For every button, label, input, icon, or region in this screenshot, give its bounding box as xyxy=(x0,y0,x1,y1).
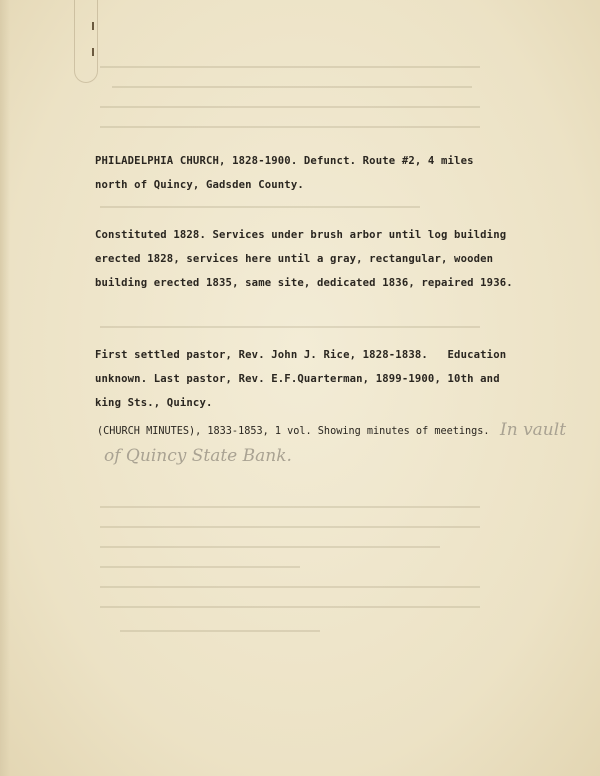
bleed-through xyxy=(100,66,480,68)
bleed-through xyxy=(100,326,480,328)
bleed-through xyxy=(100,126,480,128)
paper-edge xyxy=(0,0,10,776)
bleed-through xyxy=(100,526,480,528)
bleed-through xyxy=(100,106,480,108)
handwritten-note-part-1: In vault xyxy=(500,420,567,440)
pastor-line-2: unknown. Last pastor, Rev. E.F.Quarterman, 1899-1900, 10th and xyxy=(95,373,500,385)
bleed-through xyxy=(100,586,480,588)
staple-mark xyxy=(92,22,94,30)
handwritten-note-part-2: of Quincy State Bank. xyxy=(104,446,292,466)
bleed-through xyxy=(100,206,420,208)
bleed-through xyxy=(120,630,320,632)
staple-mark xyxy=(92,48,94,56)
bleed-through xyxy=(100,506,480,508)
history-line-1: Constituted 1828. Services under brush arbor until log building xyxy=(95,229,507,241)
history-line-3: building erected 1835, same site, dedicated 1836, repaired 1936. xyxy=(95,277,513,289)
history-line-2: erected 1828, services here until a gray, rectangular, wooden xyxy=(95,253,494,265)
bleed-through xyxy=(112,86,472,88)
bleed-through xyxy=(100,566,300,568)
entry-heading-line-1: PHILADELPHIA CHURCH, 1828-1900. Defunct. Route #2, 4 miles xyxy=(95,155,474,167)
bleed-through xyxy=(100,546,440,548)
pastor-line-3: king Sts., Quincy. xyxy=(95,397,213,409)
paper-clip-mark xyxy=(74,0,98,83)
records-line: (CHURCH MINUTES), 1833-1853, 1 vol. Showing minutes of meetings. xyxy=(97,426,490,437)
bleed-through xyxy=(100,606,480,608)
pastor-line-1: First settled pastor, Rev. John J. Rice, 1828-1838. Education xyxy=(95,349,507,361)
entry-heading-line-2: north of Quincy, Gadsden County. xyxy=(95,179,304,191)
